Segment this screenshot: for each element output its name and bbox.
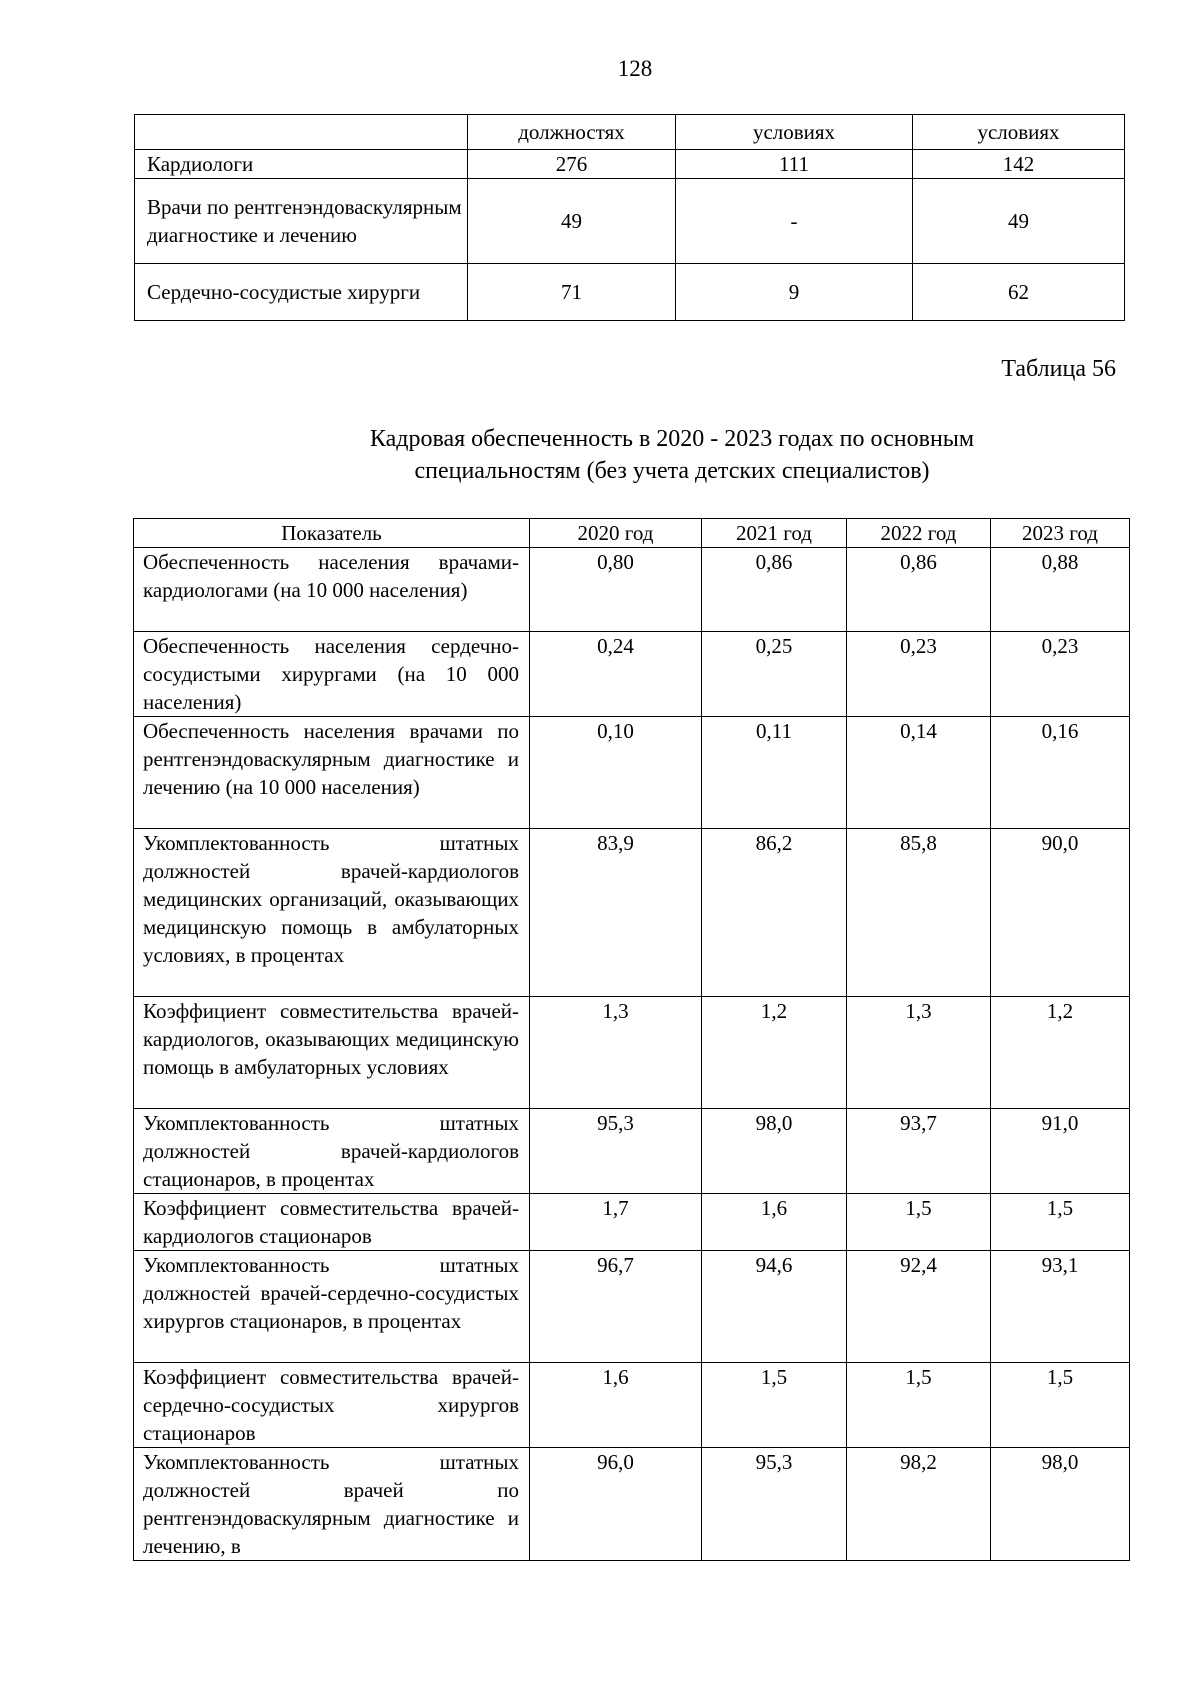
header-cell: 2023 год — [991, 519, 1130, 548]
value-cell: 49 — [913, 179, 1125, 264]
value-cell: 1,7 — [530, 1194, 702, 1251]
value-cell: 0,86 — [847, 548, 991, 632]
value-cell: 0,11 — [702, 717, 847, 829]
table-row — [134, 1109, 1130, 1194]
header-cell: 2022 год — [847, 519, 991, 548]
header-cell: 2020 год — [530, 519, 702, 548]
row-label: Укомплектованность штатных должностей врачей-сердечно-сосудистых хирургов стационаров, в процентах — [134, 1251, 530, 1363]
header-cell: условиях — [676, 115, 913, 150]
table-row — [134, 1448, 1130, 1561]
value-cell: 1,5 — [991, 1194, 1130, 1251]
value-cell: 86,2 — [702, 829, 847, 997]
value-cell: 1,2 — [702, 997, 847, 1109]
value-cell: 276 — [468, 150, 676, 179]
table-row — [134, 717, 1130, 829]
table-title-line: специальностям (без учета детских специалистов) — [414, 458, 930, 484]
value-cell: 91,0 — [991, 1109, 1130, 1194]
value-cell: - — [676, 179, 913, 264]
table-row — [134, 829, 1130, 997]
value-cell: 98,2 — [847, 1448, 991, 1561]
row-label: Кардиологи — [135, 150, 468, 179]
value-cell: 62 — [913, 264, 1125, 321]
value-cell: 92,4 — [847, 1251, 991, 1363]
row-label: Обеспеченность населения врачами-кардиологами (на 10 000 населения) — [134, 548, 530, 632]
value-cell: 0,25 — [702, 632, 847, 717]
row-label: Врачи по рентгенэндоваскулярным диагностике и лечению — [135, 179, 468, 264]
table-header-row — [134, 519, 1130, 548]
table-title-line: Кадровая обеспеченность в 2020 - 2023 годах по основным — [369, 426, 975, 452]
header-cell: 2021 год — [702, 519, 847, 548]
value-cell: 96,7 — [530, 1251, 702, 1363]
header-cell: условиях — [913, 115, 1125, 150]
value-cell: 0,88 — [991, 548, 1130, 632]
table-row — [134, 1251, 1130, 1363]
value-cell: 98,0 — [991, 1448, 1130, 1561]
value-cell: 1,3 — [530, 997, 702, 1109]
value-cell: 0,23 — [847, 632, 991, 717]
row-label: Коэффициент совместительства врачей-сердечно-сосудистых хирургов стационаров — [134, 1363, 530, 1448]
continued-table — [134, 114, 1125, 321]
value-cell: 1,2 — [991, 997, 1130, 1109]
staffing-table — [133, 518, 1130, 1561]
header-cell: Показатель — [134, 519, 530, 548]
table-header-row — [135, 115, 1125, 150]
value-cell: 71 — [468, 264, 676, 321]
value-cell: 9 — [676, 264, 913, 321]
row-label: Коэффициент совместительства врачей-кардиологов стационаров — [134, 1194, 530, 1251]
value-cell: 1,5 — [702, 1363, 847, 1448]
value-cell: 1,5 — [991, 1363, 1130, 1448]
value-cell: 1,6 — [530, 1363, 702, 1448]
table-row — [134, 632, 1130, 717]
value-cell: 1,5 — [847, 1363, 991, 1448]
value-cell: 111 — [676, 150, 913, 179]
value-cell: 1,6 — [702, 1194, 847, 1251]
value-cell: 96,0 — [530, 1448, 702, 1561]
row-label: Коэффициент совместительства врачей-кардиологов, оказывающих медицинскую помощь в амбулаторных условиях — [134, 997, 530, 1109]
value-cell: 83,9 — [530, 829, 702, 997]
row-label: Обеспеченность населения сердечно-сосудистыми хирургами (на 10 000 населения) — [134, 632, 530, 717]
value-cell: 94,6 — [702, 1251, 847, 1363]
value-cell: 85,8 — [847, 829, 991, 997]
header-cell — [135, 115, 468, 150]
value-cell: 95,3 — [530, 1109, 702, 1194]
table-row — [135, 150, 1125, 179]
value-cell: 0,10 — [530, 717, 702, 829]
value-cell: 95,3 — [702, 1448, 847, 1561]
table-row — [134, 997, 1130, 1109]
row-label: Укомплектованность штатных должностей врачей-кардиологов стационаров, в процентах — [134, 1109, 530, 1194]
header-cell: должностях — [468, 115, 676, 150]
value-cell: 49 — [468, 179, 676, 264]
table-number: Таблица 56 — [1001, 356, 1116, 382]
table-title — [0, 423, 1200, 487]
value-cell: 1,3 — [847, 997, 991, 1109]
value-cell: 0,16 — [991, 717, 1130, 829]
value-cell: 93,7 — [847, 1109, 991, 1194]
page-number: 128 — [617, 56, 653, 81]
value-cell: 0,23 — [991, 632, 1130, 717]
value-cell: 1,5 — [847, 1194, 991, 1251]
row-label: Укомплектованность штатных должностей врачей по рентгенэндоваскулярным диагностике и лечению, в — [134, 1448, 530, 1561]
value-cell: 93,1 — [991, 1251, 1130, 1363]
value-cell: 0,86 — [702, 548, 847, 632]
value-cell: 0,80 — [530, 548, 702, 632]
row-label: Укомплектованность штатных должностей врачей-кардиологов медицинских организаций, оказывающих медицинскую помощь в амбулаторных условиях, в процентах — [134, 829, 530, 997]
value-cell: 142 — [913, 150, 1125, 179]
table-row — [135, 179, 1125, 264]
value-cell: 90,0 — [991, 829, 1130, 997]
row-label: Сердечно-сосудистые хирурги — [135, 264, 468, 321]
table-row — [134, 1363, 1130, 1448]
table-row — [134, 548, 1130, 632]
value-cell: 0,14 — [847, 717, 991, 829]
table-row — [135, 264, 1125, 321]
table-row — [134, 1194, 1130, 1251]
value-cell: 0,24 — [530, 632, 702, 717]
row-label: Обеспеченность населения врачами по рентгенэндоваскулярным диагностике и лечению (на 10 000 населения) — [134, 717, 530, 829]
value-cell: 98,0 — [702, 1109, 847, 1194]
